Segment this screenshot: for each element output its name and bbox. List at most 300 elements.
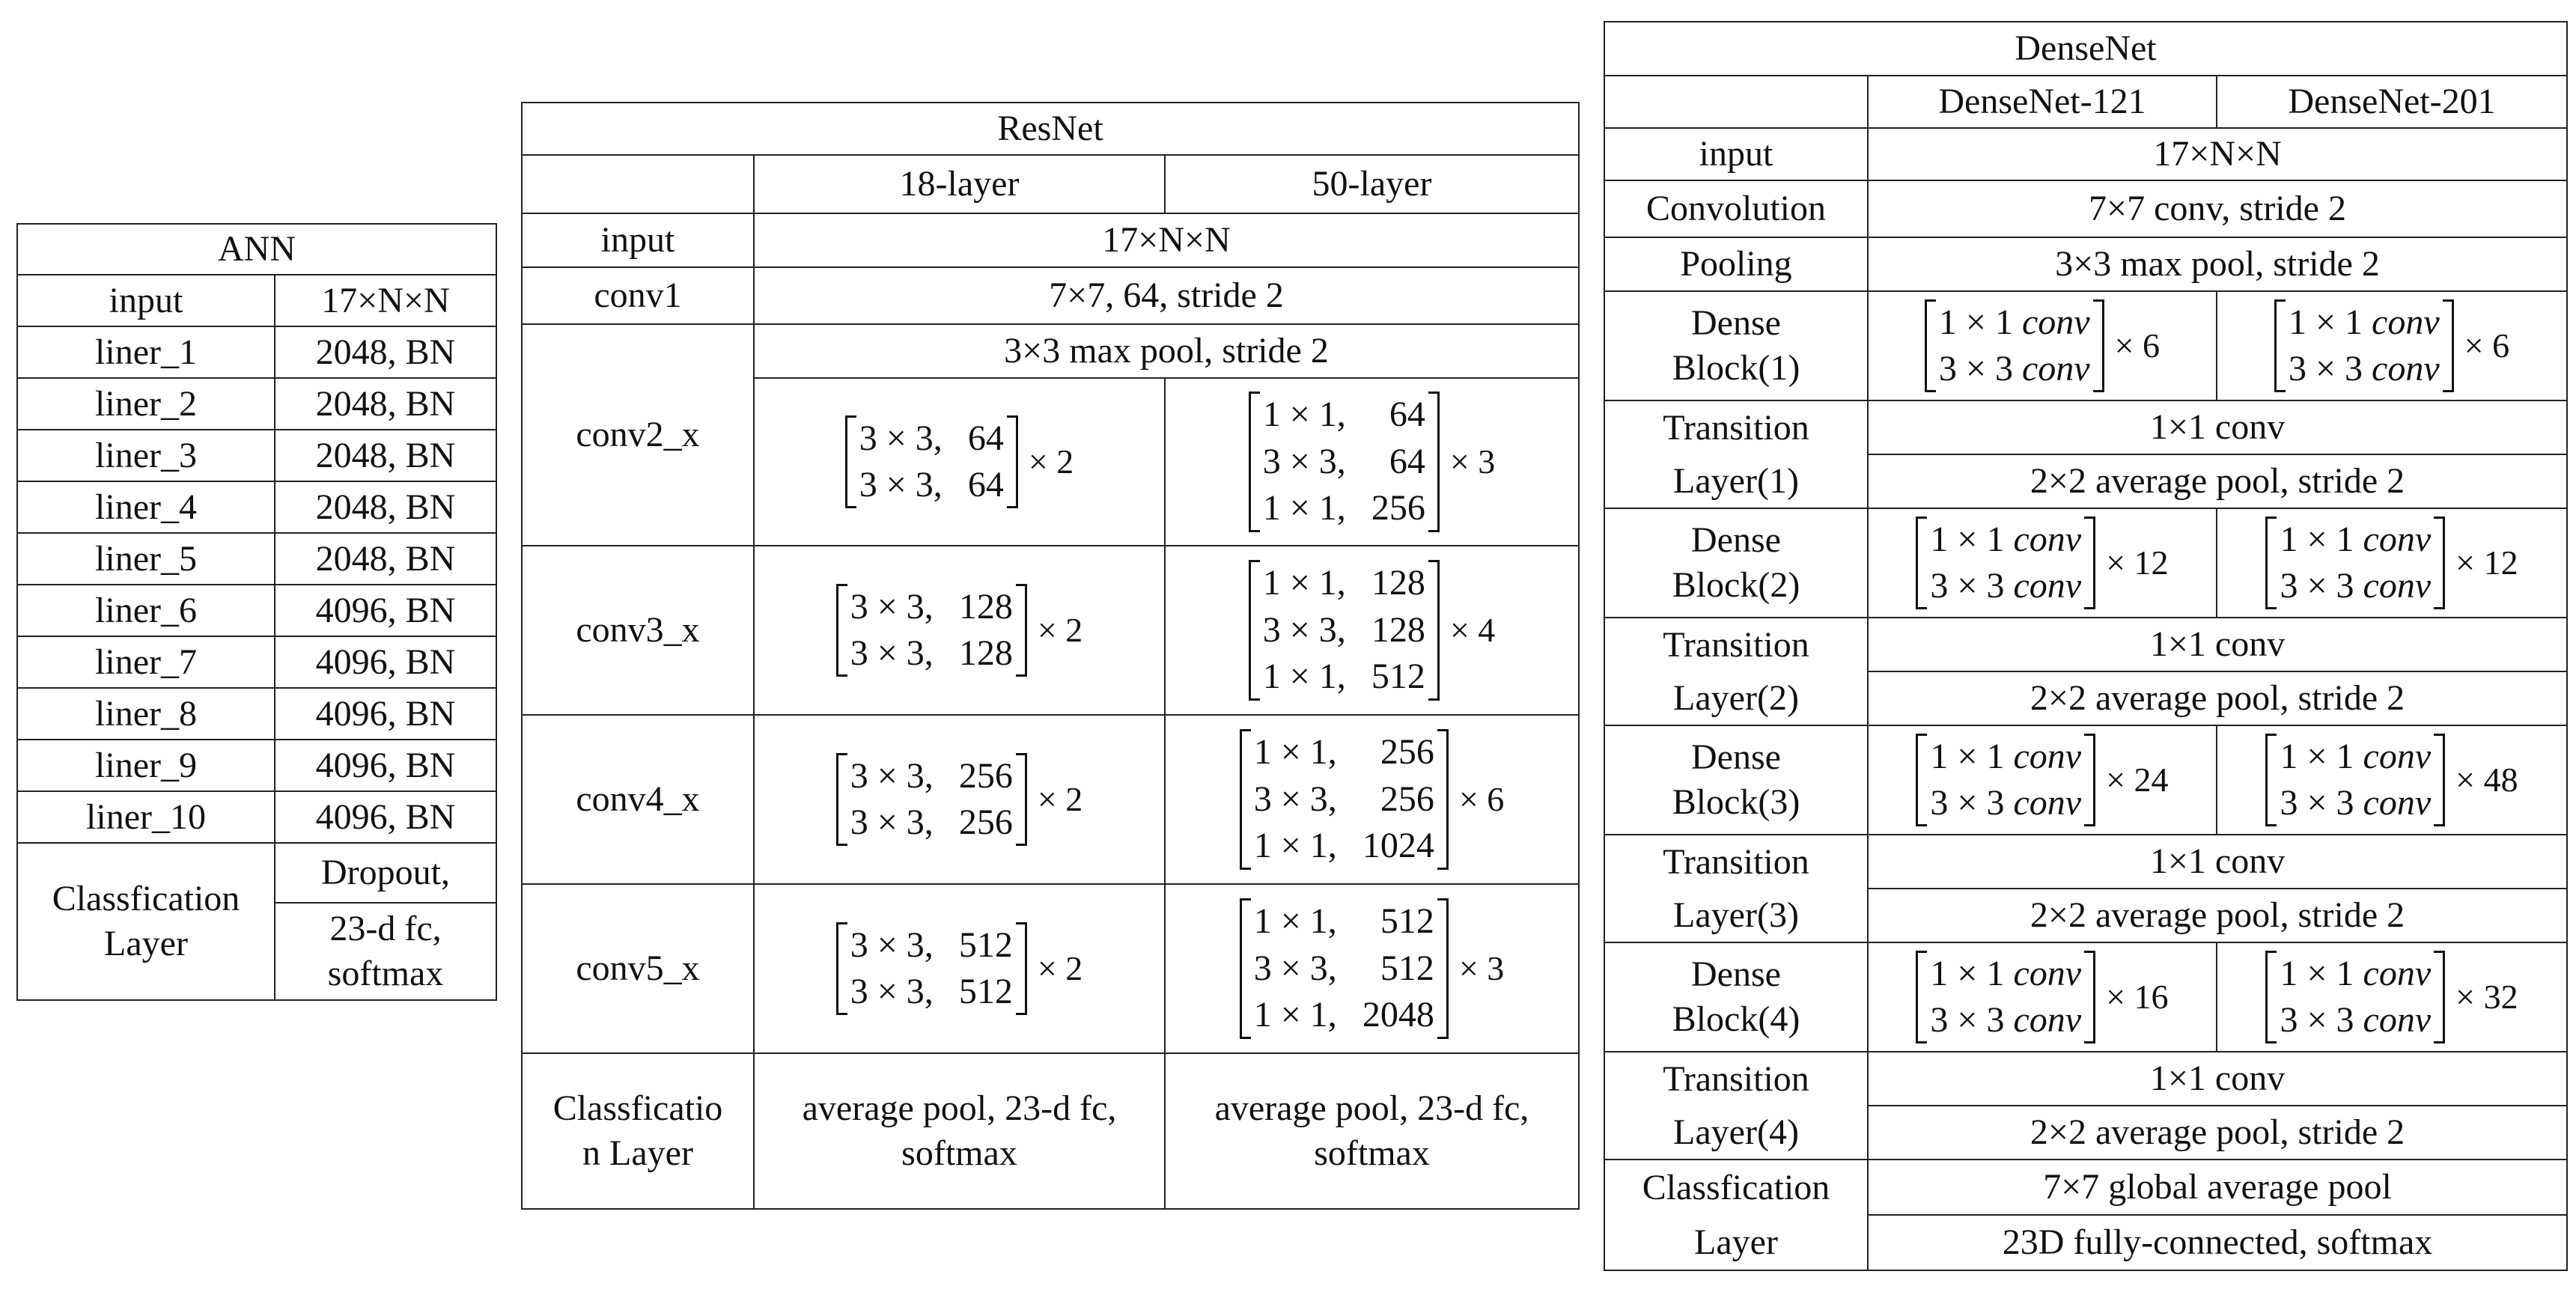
channels: 512 [1371,656,1425,697]
bracket-matrix [1249,560,1496,700]
table-row [1604,22,2567,76]
table-row [1604,1106,2567,1160]
conv-entry [2277,997,2434,1043]
ann-layer-label: liner_10 [17,791,275,843]
bracket-matrix [2265,951,2518,1044]
resnet-classification-label-line-1: Classficatio [552,1088,723,1128]
densenet-transition-pool: 2×2 average pool, stride 2 [1868,454,2567,508]
ann-layer-value: 4096, BN [275,636,496,688]
channels: 1024 [1362,826,1434,866]
conv-entry [1927,951,2084,997]
ann-classification-fc [275,903,496,1000]
right-bracket [1437,898,1449,1038]
channels: 256 [1380,732,1434,773]
table-row [1604,454,2567,508]
resnet-50-block [1165,378,1579,546]
table-row [17,481,496,533]
densenet-201-block [2217,725,2567,835]
bracket-matrix [1916,517,2168,610]
conv-word: conv [2013,736,2082,776]
densenet-transition-label-bottom: Layer(4) [1604,1106,1868,1160]
bracket-matrix [1240,729,1505,869]
table-row [1604,237,2567,291]
conv-entry [2286,299,2443,346]
conv-word: conv [2363,566,2432,606]
conv-entry [1927,734,2084,780]
ann-layer-value: 2048, BN [275,326,496,378]
densenet-dense-block-label [1604,291,1868,400]
densenet-121-block [1868,508,2217,618]
densenet-dense-block-label-line-2: Block(1) [1672,348,1800,388]
densenet-input-value: 17×N×N [1868,128,2567,180]
channels: 256 [958,802,1013,842]
densenet-dense-block-label [1604,508,1868,618]
densenet-121-block [1868,725,2217,835]
kernel-size: 1 × 1 [1930,519,2014,559]
conv-entry [2277,563,2434,609]
ann-classification-fc-line-1: 23-d fc, [329,909,442,948]
kernel-size: 3 × 3 [2280,1000,2363,1040]
table-row [1604,671,2567,725]
table-row [1604,1052,2567,1106]
densenet-dense-block-label-line-1: Dense [1691,303,1781,343]
bracket-matrix [2274,299,2509,393]
conv-entry [2277,517,2434,563]
table-row [1604,128,2567,180]
left-bracket [2265,734,2277,827]
densenet-transition-label-bottom: Layer(3) [1604,889,1868,942]
kernel-size: 3 × 3 [2280,783,2363,823]
densenet-header-empty [1604,76,1868,128]
table-row [1604,400,2567,454]
densenet-dense-block-label-line-2: Block(2) [1672,565,1800,605]
left-bracket [845,415,856,509]
kernel-size: 3 × 3, [850,924,934,965]
ann-layer-label: liner_2 [17,378,275,430]
resnet-maxpool: 3×3 max pool, stride 2 [754,324,1579,378]
conv-word: conv [2363,783,2432,823]
left-bracket [836,753,847,847]
kernel-size: 1 × 1, [1262,394,1346,435]
kernel-size: 1 × 1, [1253,995,1337,1035]
densenet-transition-label-top: Transition [1604,835,1868,889]
table-row [1604,508,2567,618]
table-row [17,533,496,585]
ann-layer-value: 2048, BN [275,533,496,585]
resnet-conv1-label: conv1 [522,267,754,324]
bracket-matrix [1916,951,2168,1044]
table-row [17,275,496,326]
densenet-transition-label-top: Transition [1604,1052,1868,1106]
densenet-dense-block-label-line-1: Dense [1691,737,1781,777]
table-row [522,103,1579,155]
densenet-transition-conv: 1×1 conv [1868,1052,2567,1106]
kernel-size: 1 × 1 [1930,953,2014,993]
repeat-count: × 2 [1037,780,1083,819]
kernel-size: 1 × 1, [1253,732,1337,773]
table-row [1604,180,2567,237]
repeat-count: × 3 [1458,949,1505,988]
table-row [522,324,1579,378]
densenet-transition-conv: 1×1 conv [1868,835,2567,889]
resnet-50-block [1165,546,1579,715]
ann-layer-label: liner_6 [17,585,275,636]
resnet-18-block [754,884,1165,1053]
densenet-dense-block-label-line-2: Block(4) [1672,999,1800,1039]
kernel-size: 3 × 3, [1253,779,1337,819]
conv-entry [2286,346,2443,392]
conv-entry [2277,734,2434,780]
table-row [1604,1215,2567,1270]
ann-table [16,223,497,1001]
repeat-count: × 4 [1449,611,1496,650]
table-row [17,378,496,430]
right-bracket [1428,391,1440,531]
kernel-size: 3 × 3 [1930,1000,2014,1040]
densenet-table [1604,21,2568,1271]
left-bracket [836,584,847,677]
ann-layer-label: liner_5 [17,533,275,585]
left-bracket [2265,951,2277,1044]
bracket-matrix [2265,734,2518,827]
table-row [17,326,496,378]
table-row [17,740,496,791]
densenet-classification-pool: 7×7 global average pool [1868,1160,2567,1215]
kernel-size: 1 × 1 [1938,302,2022,342]
ann-classification-label-line-1: Classfication [52,879,240,918]
left-bracket [1916,734,1927,827]
ann-layer-label: liner_3 [17,430,275,481]
conv-entry [1927,997,2084,1043]
bracket-matrix [1240,898,1505,1038]
densenet-classification-label-top: Classfication [1604,1160,1868,1215]
resnet-18-classification-line-2: softmax [901,1133,1017,1173]
ann-layer-value: 2048, BN [275,430,496,481]
table-row [522,715,1579,884]
channels: 128 [958,586,1013,627]
densenet-col-121: DenseNet-121 [1868,76,2217,128]
densenet-transition-label-bottom: Layer(2) [1604,671,1868,725]
resnet-stage-label: conv2_x [522,324,754,546]
table-row [522,267,1579,324]
right-bracket [2443,299,2454,393]
table-row [522,884,1579,1053]
table-row [1604,725,2567,835]
ann-layer-value: 2048, BN [275,481,496,533]
repeat-count: × 2 [1037,949,1083,988]
densenet-201-block [2217,508,2567,618]
resnet-50-block [1165,715,1579,884]
channels: 512 [1380,901,1434,942]
kernel-size: 3 × 3 [2288,349,2372,389]
resnet-18-block [754,378,1165,546]
resnet-classification-label [522,1053,754,1209]
ann-layer-value: 4096, BN [275,791,496,843]
ann-layer-label: liner_1 [17,326,275,378]
conv-word: conv [2022,349,2090,389]
left-bracket [2274,299,2286,393]
kernel-size: 3 × 3, [1262,609,1346,650]
ann-classification-label-line-2: Layer [104,924,188,963]
kernel-size: 1 × 1, [1262,488,1346,528]
kernel-size: 3 × 3, [850,802,934,842]
densenet-transition-label-bottom: Layer(1) [1604,454,1868,508]
resnet-50-classification-line-2: softmax [1314,1133,1430,1173]
right-bracket [1016,922,1027,1016]
table-row [17,430,496,481]
densenet-transition-label-top: Transition [1604,400,1868,454]
channels: 256 [1371,488,1425,528]
ann-layer-value: 4096, BN [275,688,496,740]
bracket-matrix [836,584,1083,677]
table-row [1604,889,2567,942]
right-bracket [2434,734,2445,827]
densenet-transition-pool: 2×2 average pool, stride 2 [1868,671,2567,725]
resnet-18-classification-line-1: average pool, 23-d fc, [802,1088,1117,1128]
resnet-col-18: 18-layer [754,155,1165,213]
bracket-matrix [1249,391,1496,531]
densenet-transition-label-top: Transition [1604,618,1868,671]
conv-word: conv [2013,519,2082,559]
left-bracket [1240,898,1251,1038]
right-bracket [2434,517,2445,610]
channels: 512 [958,972,1013,1011]
table-row [17,688,496,740]
conv-word: conv [2372,349,2440,389]
channels: 64 [967,418,1004,458]
right-bracket [2084,734,2095,827]
ann-layer-label: liner_9 [17,740,275,791]
table-row [17,636,496,688]
left-bracket [2265,517,2277,610]
densenet-classification-fc: 23D fully-connected, softmax [1868,1215,2567,1270]
channels: 128 [1371,609,1425,650]
conv-entry [1936,299,2093,346]
resnet-18-block [754,546,1165,715]
right-bracket [2093,299,2104,393]
kernel-size: 3 × 3, [850,586,934,627]
densenet-convolution-value: 7×7 conv, stride 2 [1868,180,2567,237]
kernel-size: 3 × 3 [1930,566,2014,606]
conv-entry [1927,563,2084,609]
bracket-matrix [836,753,1083,847]
resnet-title: ResNet [522,103,1579,155]
table-row [17,791,496,843]
conv-entry [1927,780,2084,826]
ann-layer-label: liner_8 [17,688,275,740]
resnet-classification-label-line-2: n Layer [582,1133,693,1173]
densenet-classification-label-bottom: Layer [1604,1215,1868,1270]
densenet-dense-block-label [1604,725,1868,835]
channels: 128 [1371,563,1425,603]
left-bracket [836,922,847,1016]
ann-layer-label: liner_4 [17,481,275,533]
resnet-18-classification [754,1053,1165,1209]
ann-layer-label: liner_7 [17,636,275,688]
conv-word: conv [2022,302,2090,342]
left-bracket [1916,517,1927,610]
densenet-201-block [2217,942,2567,1052]
resnet-50-classification-line-1: average pool, 23-d fc, [1214,1088,1529,1128]
left-bracket [1249,560,1260,700]
densenet-convolution-label: Convolution [1604,180,1868,237]
kernel-size: 3 × 3, [859,465,943,505]
channels: 256 [1380,779,1434,819]
kernel-size: 3 × 3 [1938,349,2022,389]
kernel-size: 1 × 1 [2280,953,2363,993]
table-row [522,1053,1579,1209]
channels: 512 [1380,948,1434,988]
kernel-size: 1 × 1, [1253,826,1337,866]
kernel-size: 3 × 3, [1262,441,1346,481]
repeat-count: × 24 [2106,761,2169,799]
repeat-count: × 6 [2114,326,2161,365]
left-bracket [1925,299,1936,393]
table-row [17,843,496,903]
ann-classification-dropout: Dropout, [275,843,496,903]
conv-word: conv [2013,953,2082,993]
densenet-transition-pool: 2×2 average pool, stride 2 [1868,1106,2567,1160]
right-bracket [1437,729,1449,869]
densenet-transition-pool: 2×2 average pool, stride 2 [1868,889,2567,942]
conv-word: conv [2363,519,2432,559]
channels: 64 [1389,441,1425,481]
repeat-count: × 12 [2106,543,2169,582]
densenet-col-201: DenseNet-201 [2217,76,2567,128]
densenet-dense-block-label-line-2: Block(3) [1672,782,1800,822]
kernel-size: 1 × 1 [2288,302,2372,342]
resnet-header-empty [522,155,754,213]
ann-classification-fc-line-2: softmax [327,954,444,993]
densenet-transition-conv: 1×1 conv [1868,400,2567,454]
table-row [1604,76,2567,128]
channels: 64 [967,465,1004,505]
table-row [1604,618,2567,671]
conv-word: conv [2363,953,2432,993]
conv-entry [1927,517,2084,563]
right-bracket [1016,584,1027,677]
left-bracket [1240,729,1251,869]
resnet-50-classification [1165,1053,1579,1209]
kernel-size: 3 × 3, [1253,948,1337,988]
ann-layer-value: 4096, BN [275,585,496,636]
repeat-count: × 2 [1028,442,1074,481]
ann-layer-value: 17×N×N [275,275,496,326]
right-bracket [2434,951,2445,1044]
right-bracket [1016,753,1027,847]
resnet-stage-label: conv5_x [522,884,754,1053]
kernel-size: 1 × 1, [1262,656,1346,697]
bracket-matrix [1925,299,2160,393]
repeat-count: × 2 [1037,611,1083,650]
repeat-count: × 12 [2455,543,2518,582]
resnet-conv1-value: 7×7, 64, stride 2 [754,267,1579,324]
left-bracket [1916,951,1927,1044]
channels: 64 [1389,394,1425,435]
bracket-matrix [1916,734,2168,827]
channels: 256 [958,755,1013,796]
densenet-dense-block-label-line-1: Dense [1691,520,1781,560]
ann-classification-label [17,843,275,1000]
kernel-size: 1 × 1 [1930,736,2014,776]
kernel-size: 1 × 1, [1253,901,1337,942]
conv-word: conv [2013,566,2082,606]
conv-word: conv [2013,1000,2082,1040]
channels: 2048 [1362,995,1434,1035]
table-row [17,224,496,275]
kernel-size: 3 × 3 [1930,783,2014,823]
channels: 128 [958,633,1013,673]
resnet-18-block [754,715,1165,884]
table-row [522,155,1579,213]
resnet-stage-label: conv4_x [522,715,754,884]
repeat-count: × 48 [2455,761,2518,799]
right-bracket [1007,415,1018,509]
densenet-pooling-label: Pooling [1604,237,1868,291]
ann-layer-value: 4096, BN [275,740,496,791]
densenet-dense-block-label [1604,942,1868,1052]
table-row [1604,291,2567,400]
kernel-size: 1 × 1, [1262,563,1346,603]
conv-entry [2277,780,2434,826]
table-row [1604,835,2567,889]
left-bracket [1249,391,1260,531]
conv-word: conv [2363,1000,2432,1040]
table-row [17,585,496,636]
resnet-stage-label: conv3_x [522,546,754,715]
conv-word: conv [2372,302,2440,342]
ann-title: ANN [17,224,496,275]
table-row [522,213,1579,267]
kernel-size: 1 × 1 [2280,736,2363,776]
densenet-input-label: input [1604,128,1868,180]
resnet-input-value: 17×N×N [754,213,1579,267]
bracket-matrix [845,415,1074,509]
densenet-201-block [2217,291,2567,400]
conv-word: conv [2013,783,2082,823]
repeat-count: × 32 [2455,978,2518,1017]
repeat-count: × 3 [1449,442,1496,481]
kernel-size: 3 × 3, [850,633,934,673]
table-row [1604,942,2567,1052]
ann-layer-label: input [17,275,275,326]
table-row [1604,1160,2567,1215]
densenet-transition-conv: 1×1 conv [1868,618,2567,671]
kernel-size: 3 × 3, [859,418,943,458]
right-bracket [1428,560,1440,700]
kernel-size: 3 × 3 [2280,566,2363,606]
bracket-matrix [2265,517,2518,610]
kernel-size: 3 × 3, [850,755,934,796]
kernel-size: 3 × 3, [850,972,934,1011]
repeat-count: × 6 [2464,326,2510,365]
resnet-col-50: 50-layer [1165,155,1579,213]
densenet-title: DenseNet [1604,22,2567,76]
right-bracket [2084,517,2095,610]
resnet-table [521,102,1580,1210]
conv-entry [2277,951,2434,997]
repeat-count: × 6 [1458,780,1505,819]
kernel-size: 1 × 1 [2280,519,2363,559]
resnet-input-label: input [522,213,754,267]
table-row [522,546,1579,715]
conv-entry [1936,346,2093,392]
resnet-50-block [1165,884,1579,1053]
channels: 512 [958,924,1013,965]
densenet-dense-block-label-line-1: Dense [1691,954,1781,994]
densenet-121-block [1868,291,2217,400]
ann-layer-value: 2048, BN [275,378,496,430]
